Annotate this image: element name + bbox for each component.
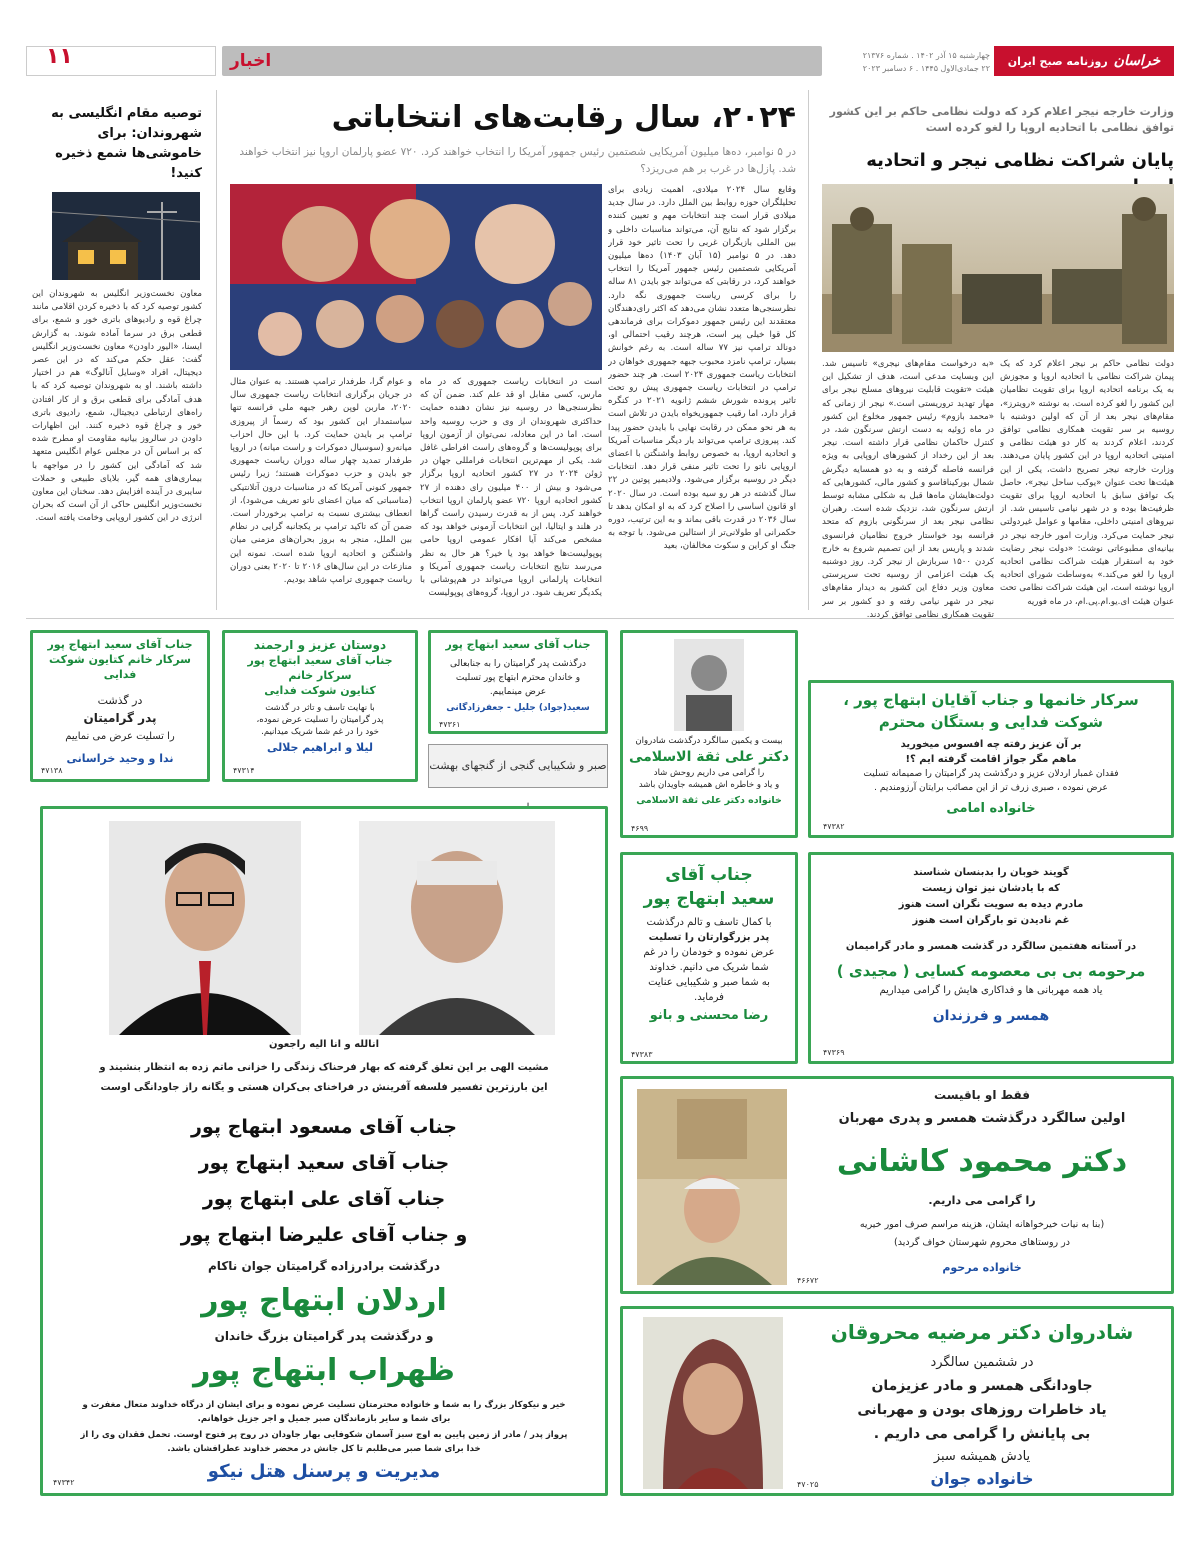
ad8-line3: با کمال تاسف و تالم درگذشت bbox=[646, 917, 772, 928]
ad1-code: ۴۷۱۳۸ bbox=[41, 766, 63, 775]
ad3-line3: و خاندان محترم ابتهاج پور تسلیت bbox=[455, 673, 581, 683]
niger-body-col2: «به درخواست مقام‌های نیجری» تاسیس شد. این وبسایت مدعی است، هدف از تشکیل این هیئت «تقویت قابلیت نیروهای مسلح نیجر برای مهار تهدید تروریستی است.» نیجر از زمانی که «محمد بازوم» رئیس جمهور مخلوع این کشور در ماه ژوئیه به دست ارتش سرنگون شد، در کنترل حاکمان نظامی قرار داشته است. نیجر بعد از این رخداد از کشورهای اروپایی به ویژه فرانسه فاصله گرفته و به دو همسایه دیگرش شمال بورکینافاسو و کشور مالی، کشورهایی که دولت‌هایشان ماه‌ها قبل به شکلی مشابه توسط ارتش سرنگون شد، نزدیک شده است. رهبران نظامی نیجر بعد از سرنگونی بازوم که متحد فرانسه بود خواستار خروج نظامیان فرانسوی شدند و پاریس بعد از این تصمیم شروع به خارج کردن ۱۵۰۰ سربازش از نیجر کرد. روز دوشنبه یک هیئت اعزامی از روسیه تحت سرپرستی معاون وزیر دفاع این کشور به دیدار مقام‌های نیجر در شهر نیامی رفته و دو کشور بر سر تقویت همکاری نظامی توافق کردند. bbox=[822, 359, 994, 620]
ad7-big-name1: اردلان ابتهاج پور bbox=[201, 1283, 447, 1318]
main-body-left: و عوام گرا، طرفدار ترامپ هستند. به عنوان مثال در جریان برگزاری انتخابات ریاست جمهوری سال ۲۰۲۰، ماربن لوپن رهبر جبهه ملی فرانسه تنها سیاستمدار این کشور بود که رسماً از پیروزی ترامپ بر بایدن حمایت کرد. با این حال احزاب میانه‌رو (سوسیال دموکرات و راست میانه) در اروپا طرفدار تمدید چهار ساله دوران ریاست جمهوری جو بایدن و حزب دموکرات هستند؛ زیرا رئیس جمهور کنونی آمریکا که در مناسبات درون آتلانتیکی (مناسباتی که میان اعضای ناتو تعریف می‌شود)، از انعطاف بیشتری نسبت به ترامپ برخوردار است. ضمن آن که تاکید ترامپ بر یکجانبه گرایی در نظام بین الملل، منجر به بروز بحران‌های مزمنی میان واشنگتن و اتحادیه اروپا شده است. نمونه این منازعات در این سال‌های ۲۰۱۶ تا ۲۰۲۰ بعنی دوران ریاست جمهوری ترامپ شاهد بودیم. bbox=[230, 377, 412, 586]
condolence-ad-khorasani bbox=[30, 630, 210, 782]
ad1-signature: ندا و وحید خراسانی bbox=[66, 752, 174, 765]
ad2-line5: با نهایت تاسف و تاثر در گذشت bbox=[265, 703, 375, 713]
ad2-code: ۴۷۳۱۴ bbox=[233, 766, 255, 775]
ad8-line6: شما شریک می دانیم. خداوند bbox=[649, 962, 769, 973]
ad8-code: ۴۷۳۸۳ bbox=[631, 1050, 653, 1059]
ad10-line4: را گرامی می داریم. bbox=[928, 1194, 1036, 1207]
ad7-name4: و جناب آقای علیرضا ابتهاج پور bbox=[180, 1224, 468, 1246]
ad1-line3: در گذشت bbox=[97, 694, 143, 707]
ad6-line4: ماهم مگر جواز اقامت گرفته ایم ؟! bbox=[905, 754, 1077, 765]
ad1-line2: سرکار خانم کتایون شوکت فدایی bbox=[48, 653, 191, 681]
ad6-code: ۴۷۳۸۲ bbox=[823, 822, 845, 831]
ad6-line3: بر آن عزیز رفته چه افسوس میخورید bbox=[900, 739, 1082, 750]
ad3-signature: سعید(جواد) جلیل - جعفرزادگانی bbox=[446, 703, 590, 713]
ad9-line2: که با یادشان نیز توان زیست bbox=[922, 883, 1060, 894]
ad9-code: ۴۷۳۶۹ bbox=[823, 1048, 845, 1057]
condolence-ad-emami bbox=[808, 680, 1174, 838]
uk-body: معاون نخست‌وزیر انگلیس به شهروندان این کشور توصیه کرد که با ذخیره کردن اقلامی مانند چراغ قوه و رادیوهای باتری خور و شمع، برای قطعی برق در سرما آماده شوند. به گزارش ایسنا، «الیور داودن» معاون نخست‌وزیر انگلیس گفت: عقل حکم می‌کند که در این عصر دیجیتال، افراد «وسایل آنالوگ» هم در اختیار داشته باشند. او به شهروندان توصیه کرد که با هدف آمادگی برای قطعی برق و از کار افتادن راه‌های ارتباطی دیجیتال، شمع، رادیوی باتری خور و چراغ قوه ذخیره کنند. این اظهارات داودن در سالروز بیانیه مقاومت او مطرح شده که بر اساس آن در مجلس عوام انگلیس متعهد شد که آمادگی این کشور را در مواجهه با بیماری‌های همه گیر، بلایای طبیعی و حملات سایبری در آینده افزایش دهد. سخنان این معاون نخست‌وزیر انگلیس حاکی از آن است که بحران انرژی در این کشور اروپایی وخامت یافته است. bbox=[32, 289, 202, 524]
ad3-line4: عرض مینماییم. bbox=[489, 687, 547, 697]
portrait-mahroughan bbox=[643, 1317, 783, 1489]
ad8-line1: جناب آقای bbox=[665, 865, 753, 885]
niger-title: پایان شراکت نظامی نیجر و اتحادیه bbox=[866, 150, 1174, 171]
ad7-line5: و درگذشت پدر گرامیتان بزرگ خاندان bbox=[214, 1329, 434, 1343]
ad11-line5: بی پایانش را گرامی می داریم . bbox=[873, 1426, 1091, 1442]
ad10-line2: اولین سالگرد درگذشت همسر و پدری مهربان bbox=[838, 1111, 1126, 1126]
ad6-line5: فقدان غمبار اردلان عزیز و درگذشت پدر گرامیتان را صمیمانه تسلیت bbox=[863, 769, 1119, 779]
ad1-line1: جناب آقای سعید ابتهاج پور bbox=[47, 638, 193, 651]
condolence-ad-mohseni bbox=[620, 852, 798, 1064]
portrait-kashani bbox=[637, 1089, 787, 1285]
portrait-young-man bbox=[109, 821, 301, 1035]
niger-body-col1: دولت نظامی حاکم بر نیجر اعلام کرد که یک پیمان شراکت نظامی با اتحادیه اروپا و مجوزش به یک برنامه اتحادیه اروپا برای تقویت نظامیان این کشور را لغو کرده است. به نوشته «رویترز»، مقام‌های نیجر بعد از آن که اولین دوشنبه با روسیه بر سر تقویت همکاری نظامی توافق کردند، اعلام کردند به کار دو هیئت نظامی و امنیتی اتحادیه اروپا در این کشور پایان می‌دهند. وزارت خارجه نیجر تصریح داشت، یکی از این هیئت‌ها تحت عنوان «یوکب ساحل نیجر»، حاصل یک توافق سابق با اتحادیه اروپا برای تقویت ظرفیت‌ها بوده و در شهر نیامی تاسیس شد. از نیروهای امنیتی داخلی، مقامها و عوامل غیردولتی نیجر حمایت می‌کرد. وزارت امور خارجه نیجر در بیانیه‌ای مطبوعاتی نوشت: «دولت نیجر رضایت خود به استقرار هیئت شراکت نظامی اتحادیه اروپا را لغو می‌کند.» به‌وساطت شورای اتحادیه اروپا نوشته است، این هیئت شراکت نظامی تحت عنوان هیئت ای.یو.ام.پی.ام، در ماه فوریه bbox=[1000, 359, 1174, 607]
ad1-line5: را تسلیت عرض می نماییم bbox=[65, 731, 175, 742]
ad11-line3: جاودانگی همسر و مادر عزیزمان bbox=[871, 1378, 1093, 1394]
ad7-line9: خدا برای شما صبر می‌طلبم تا کل جانش در محضر خداوند عطرافشان باشد. bbox=[167, 1444, 481, 1454]
ad9-line4: غم نادیدن تو بارگران است هنوز bbox=[912, 915, 1070, 926]
ad11-code: ۴۷۰۲۵ bbox=[797, 1480, 819, 1489]
ad2-line7: خود را در غم شما شریک میدانیم. bbox=[261, 727, 379, 737]
ad8-line4: پدر بزرگوارتان را تسلیت bbox=[648, 932, 770, 943]
ad7-line3: این بارزترین تفسیر فلسفه آفرینش در فراخنای بی‌کران هستی و یگانه راز جاودانگی اوست bbox=[100, 1082, 548, 1093]
date-line-1: چهارشنبه ۱۵ آذر ۱۴۰۲ . شماره ۲۱۳۷۶ bbox=[862, 51, 990, 60]
ad10-code: ۴۶۶۷۲ bbox=[797, 1276, 819, 1285]
ad10-line1: فقط او باقیست bbox=[934, 1088, 1030, 1102]
memorial-ad-seghatoleslami bbox=[620, 630, 798, 838]
ad11-line6: یادش همیشه سبز bbox=[933, 1449, 1031, 1464]
ad11-signature: خانواده جوان bbox=[930, 1469, 1034, 1488]
section-bar bbox=[222, 46, 822, 76]
ad9-line5: در آستانه هفتمین سالگرد در گذشت همسر و مادر گرامیمان bbox=[845, 941, 1137, 952]
portrait-young-man-image bbox=[109, 821, 301, 1035]
ad7-signature: مدیریت و پرسنل هتل نیکو bbox=[207, 1461, 441, 1482]
ad8-line5: عرض نموده و خودمان را در غم bbox=[643, 947, 775, 958]
ad8-signature: رضا محسنی و بانو bbox=[649, 1008, 769, 1023]
proverb-box: صبر و شکیبایی گنجی از گنجهای بهشت bbox=[428, 744, 608, 788]
portrait-elder-image bbox=[359, 821, 555, 1035]
section-title: اخبار bbox=[230, 51, 272, 71]
uk-title: توصیه مقام انگلیسی به شهروندان: برای خاموشی‌ها شمع ذخیره کنید! bbox=[51, 106, 202, 181]
condolence-ad-jafarzadegani bbox=[428, 630, 608, 734]
ad2-line4: کتایون شوکت فدایی bbox=[264, 684, 376, 697]
ad11-line1: شادروان دکتر مرضیه محروقان bbox=[830, 1320, 1134, 1344]
main-lead: در ۵ نوامبر، ده‌ها میلیون آمریکایی شصتمین رئیس جمهور آمریکا را انتخاب خواهند کرد. ۷۲۰ عضو پارلمان اروپا نیز انتخاب خواهند شد. پازل‌ها در غرب بر هم می‌ریزد؟ bbox=[239, 146, 796, 175]
ad7-line7: برای شما و سایر بازماندگان صبر جمیل و اجر جزیل خواهانم. bbox=[197, 1414, 451, 1424]
memorial-ad-mahroughan bbox=[620, 1306, 1174, 1496]
ad7-line2: مشیت الهی بر این تعلق گرفته که بهار فرحناک زندگی را خزانی ماتم زده به انتظار بنشیند و bbox=[99, 1062, 549, 1073]
ad8-line7: به شما صبر و شکیبایی عنایت bbox=[648, 977, 770, 988]
page-number: ۱۱ bbox=[46, 44, 73, 69]
brand-tagline: روزنامه صبح ایران bbox=[1007, 54, 1108, 68]
ad7-line4: درگذشت برادرزاده گرامیتان جوان ناکام bbox=[208, 1259, 440, 1273]
ad9-line7: یاد همه مهربانی ها و فداکاری هایش را گرامی میداریم bbox=[879, 985, 1103, 996]
ad2-line6: پدر گرامیتان را تسلیت عرض نموده، bbox=[256, 715, 384, 725]
ad7-line1: انالله و انا الیه راجعون bbox=[268, 1039, 380, 1050]
column-divider bbox=[808, 90, 809, 610]
date-line-2: ۲۲ جمادی‌الاول ۱۴۴۵ . ۶ دسامبر ۲۰۲۳ bbox=[862, 64, 990, 73]
ad11-line2: در ششمین سالگرد bbox=[930, 1355, 1034, 1370]
ad6-line1: سرکار خانمها و جناب آقایان ابتهاج پور ، bbox=[843, 691, 1139, 709]
ad10-signature: خانواده مرحوم bbox=[942, 1261, 1022, 1274]
ad10-line5: (بنا به نیات خیرخواهانه ایشان، هزینه مراسم صرف امور خیریه bbox=[859, 1219, 1105, 1230]
ad7-line8: پرواز پدر / مادر از زمین پایین به اوج سبز آسمان شکوفایی بهار جاودان در روح پر فتوح اوست. تحمل فقدان وی را از bbox=[80, 1430, 568, 1440]
ad8-line2: سعید ابتهاج پور bbox=[643, 889, 775, 909]
ad7-line6: خیر و نیکوکار بزرگ را به شما و خانواده محترمتان تسلیت عرض نموده و برای ایشان از درگاه خداوند متعال مغفرت و bbox=[82, 1400, 566, 1410]
ad9-signature: همسر و فرزندان bbox=[932, 1008, 1050, 1024]
main-body-mid: است در انتخابات ریاست جمهوری که در ماه مارس، کسی مقابل او قد علم کند. ضمن آن که نظرسنجی‌ها در روسیه نیز نشان دهنده حمایت حداکثری شهروندان از وی و حزب روسیه واحد است. اما در این معادله، نمی‌توان از آزمون اروپا برای پوپولیست‌ها و گروه‌های راست افراطی غافل شد. یکی از مهم‌ترین انتخابات فرامللی جهان در ژوئن ۲۰۲۴ در ۲۷ کشور اتحادیه اروپا برگزار می‌شود و بیش از ۴۰۰ میلیون رای دهنده از ۲۷ کشور اتحادیه اروپا ۷۲۰ عضو پارلمان اروپا انتخاب خواهند کرد. پس از به قدرت رسیدن راست گراها در هلند و ایتالیا، این انتخابات آزمونی خواهد بود که مشخص می‌کند آیا افکار عمومی اروپا حامی پوپولیست‌ها خواهد بود یا خیر؟ هر حال به نظر می‌رسد نتایج انتخابات ریاست جمهوری آمریکا و انتخابات پارلمانی اروپا می‌تواند در هم‌پوشانی با یکدیگر تعریف شود. در اروپا، گروه‌های پوپولیست bbox=[420, 377, 602, 599]
ad1-line4: پدر گرامیتان bbox=[83, 711, 157, 725]
ad5-line4: و یاد و خاطره اش همیشه جاویدان باشد bbox=[638, 780, 780, 790]
niger-kicker: وزارت خارجه نیجر اعلام کرد که دولت نظامی حاکم بر این کشور توافق نظامی با اتحادیه اروپا را لغو کرده است bbox=[829, 105, 1174, 134]
ad7-name1: جناب آقای مسعود ابتهاج پور bbox=[191, 1116, 457, 1138]
ad7-name3: جناب آقای علی ابتهاج پور bbox=[202, 1188, 446, 1210]
portrait-seghatoleslami bbox=[674, 639, 744, 731]
dateline bbox=[830, 46, 990, 76]
portrait-mahroughan-image bbox=[643, 1317, 783, 1489]
column-divider bbox=[216, 90, 217, 610]
ad10-line6: در روستاهای محروم شهرستان خواف گردید) bbox=[894, 1237, 1070, 1248]
ad6-signature: خانواده امامی bbox=[946, 801, 1036, 816]
ad7-big-name2: ظهراب ابتهاج پور bbox=[193, 1353, 455, 1388]
main-body-right: وقایع سال ۲۰۲۴ میلادی، اهمیت زیادی برای تحلیلگران حوزه روابط بین الملل دارد. در سال جدید میلادی قرار است چند انتخابات مهم و تعیین کننده برگزار شود که نتایج آن، می‌تواند مناسبات داخلی و بین المللی بازیگران غربی را تحت تاثیر خود قرار دهد. در ۵ نوامبر (۱۵ آبان ۱۴۰۳) ده‌ها میلیون آمریکایی شصتمین رئیس جمهور آمریکا را انتخاب خواهند کرد، در رقابتی که می‌تواند جو بایدن ۸۱ ساله را برای کرسی ریاست جمهوری نگه دارد. نظرسنجی‌ها متعدد نشان می‌دهد که اکثر رای‌دهندگان معتقدند این رئیس جمهور دموکرات برای فرماندهی کل قوا خیلی پیر است، هرچند رقیب احتمالی او، دونالد ترامپ نیز ۷۷ ساله است. به رغم خوانش بسیار، ترامپ نامزد محبوب جبهه جمهوری خواهان در انتخابات ریاست جمهوری ۲۰۲۴ است. هر چند حضور ترامپ در انتخابات ریاست جمهوری پیش رو تحت تاثیر پرونده شورش ششم ژانویه ۲۰۲۱ در کنگره قرار دارد، اما رقیب جمهوریخواه بایدن در تلاش است به هر نحو ممکن در رقابت نهایی با بایدن حضور پیدا کند. پیروزی ترامپ می‌تواند بار دیگر مناسبات آمریکا و اتحادیه اروپا، به خصوص روابط واشنگتن با اعضای اروپایی ناتو را تحت تاثیر منفی قرار دهد. انتخابات دیگر در روسیه برگزار می‌شود. ولادیمیر پوتین در ۲۲ سال گذشته در هر رو سیه بوده است. در سال ۲۰۲۰ او قانون اساسی را اصلاح کرد که به او امکان بدهد تا سال ۲۰۳۶ در قدرت باقی بماند و به این ترتیب، دوره حکمرانی او طولانی‌تر از استالین می‌شود. با توجه به جنگ او کراین و سکوت مخالفان، بعید bbox=[608, 185, 796, 552]
ad11-line4: یاد خاطرات روزهای بودن و مهربانی bbox=[857, 1402, 1107, 1418]
memorial-ad-kasaei bbox=[808, 852, 1174, 1064]
ad9-line1: گویند خوبان را بدبنسان شناسند bbox=[913, 867, 1069, 878]
portrait-elder bbox=[359, 821, 555, 1035]
brand-logo: خراسان bbox=[1113, 53, 1161, 69]
ad2-line3: سرکار خانم bbox=[288, 669, 352, 682]
house-power-lines-photo bbox=[52, 192, 200, 280]
portrait-image bbox=[674, 639, 744, 731]
ad5-line2: دکتر علی ثقة الاسلامی bbox=[628, 749, 790, 765]
ad5-line3: را گرامی می داریم روحش شاد bbox=[653, 768, 765, 778]
military-convoy-photo bbox=[822, 184, 1174, 352]
ad5-code: ۴۶۹۹ bbox=[631, 824, 649, 833]
candidates-collage-image bbox=[230, 184, 602, 370]
ad5-signature: خانواده دکتر علی ثقة الاسلامی bbox=[636, 795, 782, 806]
masthead bbox=[994, 46, 1174, 76]
ad9-line3: مادرم دیده به سویت نگران است هنوز bbox=[898, 899, 1084, 910]
uk-photo bbox=[52, 192, 200, 280]
ad9-line6: مرحومه بی بی معصومه کسایی ( مجیدی ) bbox=[836, 962, 1146, 980]
memorial-ad-kashani bbox=[620, 1076, 1174, 1294]
portrait-kashani-image bbox=[637, 1089, 787, 1285]
ad5-line1: بیست و یکمین سالگرد درگذشت شادروان bbox=[635, 736, 783, 746]
ad2-line2: جناب آقای سعید ابتهاج پور bbox=[247, 654, 393, 667]
ad3-line1: جناب آقای سعید ابتهاج پور bbox=[445, 638, 591, 651]
ad6-line2: شوکت فدایی و بستگان محترم bbox=[878, 713, 1104, 731]
ad10-line3: دکتر محمود کاشانی bbox=[836, 1144, 1128, 1179]
ad7-name2: جناب آقای سعید ابتهاج پور bbox=[198, 1152, 450, 1174]
ad2-line1: دوستان عزیز و ارجمند bbox=[253, 638, 387, 652]
ad2-signature: لیلا و ابراهیم جلالی bbox=[266, 741, 374, 754]
ad8-line8: فرماید. bbox=[694, 992, 724, 1003]
niger-photo bbox=[822, 184, 1174, 352]
main-title: ۲۰۲۴، سال رقابت‌های انتخاباتی bbox=[331, 100, 796, 135]
ad3-line2: درگذشت پدر گرامیتان را به جنابعالی bbox=[449, 659, 586, 669]
candidates-collage bbox=[230, 184, 602, 370]
condolence-ad-jalali bbox=[222, 630, 418, 782]
ad7-code: ۴۷۳۴۲ bbox=[53, 1478, 75, 1487]
ad3-code: ۴۷۳۶۱ bbox=[439, 720, 461, 729]
condolence-ad-nikoo-hotel bbox=[40, 806, 608, 1496]
ad6-line6: عرض نموده ، صبری زرف تر از این مصائب برایتان آرزومندیم . bbox=[874, 783, 1108, 793]
